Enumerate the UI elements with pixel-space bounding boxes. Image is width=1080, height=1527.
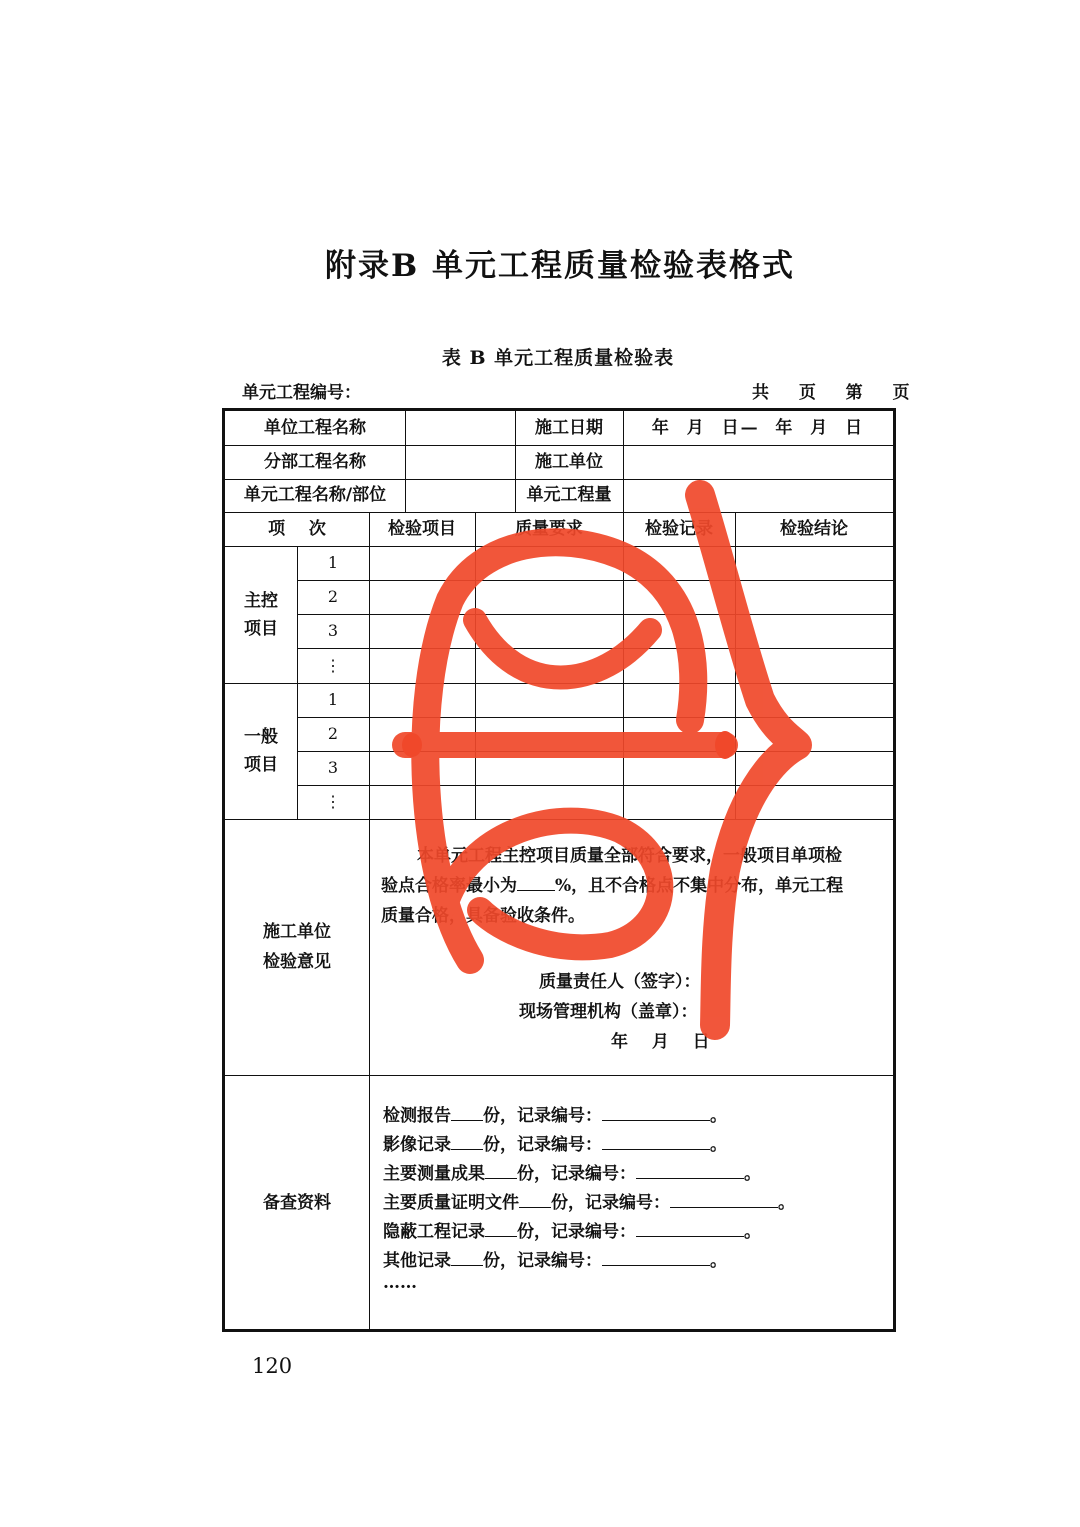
- org-seal: 现场管理机构（盖章）：: [519, 1002, 698, 1022]
- main-control-row-3: 3: [327, 621, 339, 640]
- ref-item-quality-certificates: 主要质量证明文件 份，记录编号： 。: [383, 1193, 795, 1213]
- general-row-1: 1: [327, 690, 339, 709]
- ref-item-image-record: 影像记录 份，记录编号： 。: [383, 1135, 727, 1155]
- col-inspection-record: 检验记录: [645, 518, 713, 539]
- appendix-title: 附录B 单元工程质量检验表格式: [325, 248, 795, 284]
- col-item-no: 项 次: [268, 518, 326, 539]
- subdivision-name-label: 分部工程名称: [264, 451, 366, 472]
- ref-item-other-records: 其他记录 份，记录编号： 。: [383, 1251, 727, 1271]
- main-control-row-more: ⋮: [325, 655, 341, 675]
- construction-date-label: 施工日期: [535, 417, 603, 438]
- page-info: 共 页 第 页: [752, 383, 916, 403]
- ref-item-survey-results: 主要测量成果 份，记录编号： 。: [383, 1164, 761, 1184]
- construction-date-field[interactable]: 年 月 日— 年 月 日: [651, 417, 865, 438]
- main-control-label: 主控 项目: [244, 590, 278, 639]
- inspection-form: [222, 408, 896, 1332]
- page-number: 120: [252, 1354, 293, 1378]
- col-inspection-item: 检验项目: [388, 518, 456, 539]
- main-control-row-2: 2: [327, 587, 339, 606]
- unit-part-field[interactable]: [405, 479, 515, 512]
- subdivision-name-field[interactable]: [405, 445, 515, 479]
- unit-project-name-label: 单位工程名称: [264, 417, 366, 438]
- quality-signer: 质量责任人（签字）：: [539, 972, 701, 992]
- unit-quantity-field[interactable]: [623, 479, 893, 512]
- construction-opinion-label: 施工单位 检验意见: [263, 922, 331, 972]
- col-inspection-conclusion: 检验结论: [780, 518, 848, 539]
- unit-part-label: 单元工程名称/部位: [243, 485, 387, 505]
- ref-item-concealed-works: 隐蔽工程记录 份，记录编号： 。: [383, 1222, 761, 1242]
- col-quality-requirement: 质量要求: [515, 518, 583, 539]
- construction-unit-field[interactable]: [623, 445, 893, 479]
- opinion-date: 年 月 日: [611, 1032, 714, 1052]
- construction-unit-label: 施工单位: [535, 451, 603, 472]
- main-control-row-1: 1: [327, 553, 339, 572]
- pass-rate-blank[interactable]: [517, 876, 555, 891]
- unit-project-name-field[interactable]: [405, 411, 515, 445]
- reference-materials-label: 备查资料: [263, 1193, 331, 1213]
- unit-number-label: 单元工程编号：: [242, 383, 361, 403]
- construction-opinion-text: 本单元工程主控项目质量全部符合要求，一般项目单项检 验点合格率最小为 %，且不合格点不集中分布，单元工程 质量合格，具备验收条件。: [381, 846, 844, 926]
- table-caption: 表 B 单元工程质量检验表: [441, 347, 675, 369]
- ref-item-inspection-report: 检测报告 份，记录编号： 。: [383, 1106, 727, 1126]
- ref-ellipsis: ……: [383, 1273, 417, 1293]
- general-row-more: ⋮: [325, 792, 341, 811]
- general-row-3: 3: [327, 758, 339, 777]
- general-row-2: 2: [327, 724, 339, 743]
- unit-quantity-label: 单元工程量: [526, 485, 612, 505]
- general-items-label: 一般 项目: [244, 727, 278, 775]
